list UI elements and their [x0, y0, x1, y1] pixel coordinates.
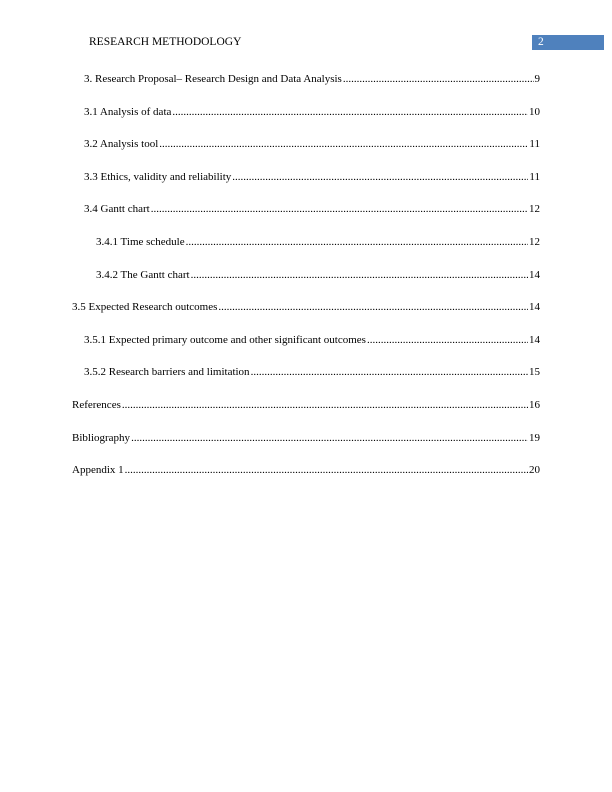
- toc-entry[interactable]: [84, 202, 540, 216]
- toc-entry-page: 14: [529, 268, 540, 281]
- toc-entry[interactable]: [84, 333, 540, 347]
- page-number-badge: 2: [532, 35, 604, 50]
- toc-leader-dots: [191, 268, 528, 282]
- toc-entry-label: 3.4.2 The Gantt chart: [96, 268, 190, 281]
- toc-leader-dots: [251, 365, 528, 379]
- toc-entry-page: 15: [529, 366, 540, 379]
- toc-entry-label: 3.5.1 Expected primary outcome and other significant outcomes: [84, 333, 366, 346]
- toc-entry[interactable]: [72, 463, 540, 477]
- toc-entry-label: 3.4 Gantt chart: [84, 203, 150, 216]
- toc-entry-page: 16: [529, 399, 540, 411]
- toc-entry-label: 3. Research Proposal– Research Design and Data Analysis: [84, 73, 342, 85]
- toc-leader-dots: [159, 137, 528, 151]
- toc-entry[interactable]: [84, 170, 540, 184]
- toc-entry-label: 3.5 Expected Research outcomes: [72, 301, 218, 314]
- toc-entry-page: 14: [529, 301, 540, 314]
- toc-entry-label: 3.5.2 Research barriers and limitation: [84, 366, 250, 379]
- toc-entry[interactable]: [84, 365, 540, 379]
- toc-entry-page: 11: [529, 170, 540, 183]
- toc-entry[interactable]: [84, 137, 540, 151]
- toc-leader-dots: [125, 463, 528, 477]
- toc-entry-page: 9: [534, 73, 540, 85]
- toc-entry-label: 3.3 Ethics, validity and reliability: [84, 170, 232, 183]
- toc-leader-dots: [172, 105, 528, 119]
- toc-entry-page: 19: [529, 431, 540, 444]
- running-header: RESEARCH METHODOLOGY: [89, 36, 242, 48]
- toc-entry-page: 20: [529, 464, 540, 477]
- toc-entry[interactable]: [84, 72, 540, 86]
- toc-entry-label: References: [72, 399, 121, 411]
- toc-leader-dots: [232, 170, 528, 184]
- toc-leader-dots: [186, 235, 528, 249]
- toc-entry-label: 3.4.1 Time schedule: [96, 236, 185, 248]
- toc-leader-dots: [131, 431, 528, 445]
- toc-entry[interactable]: [72, 431, 540, 445]
- toc-entry[interactable]: [72, 300, 540, 314]
- toc-leader-dots: [151, 202, 528, 216]
- toc-entry[interactable]: [96, 235, 540, 249]
- toc-entry-page: 10: [529, 105, 540, 118]
- toc-entry-page: 12: [529, 203, 540, 216]
- toc-leader-dots: [343, 72, 534, 86]
- toc-entry-label: 3.2 Analysis tool: [84, 138, 159, 151]
- toc-entry[interactable]: [96, 268, 540, 282]
- toc-leader-dots: [367, 333, 528, 347]
- toc-entry-label: Bibliography: [72, 431, 131, 444]
- toc-leader-dots: [122, 398, 528, 412]
- toc-entry[interactable]: [84, 105, 540, 119]
- toc-entry[interactable]: [72, 398, 540, 412]
- toc-entry-page: 14: [529, 333, 540, 346]
- toc-leader-dots: [218, 300, 528, 314]
- toc-entry-label: Appendix 1: [72, 464, 124, 477]
- toc-entry-page: 11: [529, 138, 540, 151]
- toc-entry-label: 3.1 Analysis of data: [84, 105, 172, 118]
- toc-entry-page: 12: [529, 236, 540, 248]
